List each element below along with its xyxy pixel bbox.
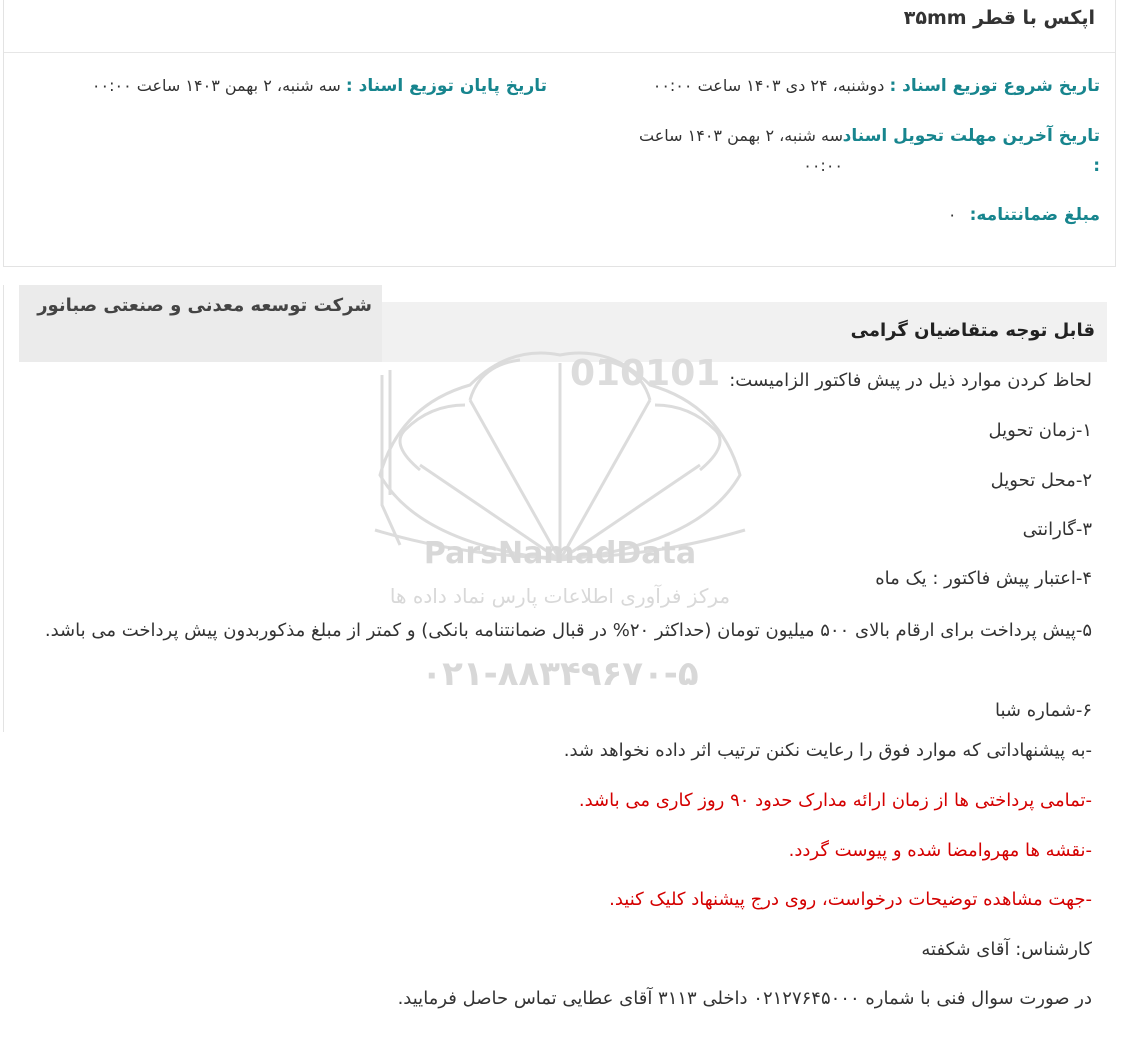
guarantee-row — [948, 205, 1100, 225]
deadline-value-row — [639, 126, 843, 145]
contact-info: در صورت سوال فنی با شماره ۰۲۱۲۷۶۴۵۰۰۰ داخلی ۳۱۱۳ آقای عطایی تماس حاصل فرمایید. — [397, 988, 1092, 1009]
notice-note-3: -نقشه ها مهروامضا شده و پیوست گردد. — [788, 840, 1092, 861]
tender-info-panel — [3, 0, 1116, 267]
watermark-phone: ۰۲۱-۸۸۳۴۹۶۷۰-۵ — [421, 654, 699, 694]
notice-item-4: ۴-اعتبار پیش فاکتور : یک ماه — [875, 568, 1092, 589]
deadline-colon-row — [1093, 156, 1100, 176]
deadline-label: تاریخ آخرین مهلت تحویل اسناد — [842, 126, 1100, 146]
guarantee-label: مبلغ ضمانتنامه: — [969, 205, 1100, 225]
end-date-value: سه شنبه، ۲ بهمن ۱۴۰۳ ساعت ۰۰:۰۰ — [91, 76, 341, 95]
notice-note-2: -تمامی پرداختی ها از زمان ارائه مدارک حدود ۹۰ روز کاری می باشد. — [578, 790, 1092, 811]
company-box — [19, 285, 382, 362]
end-date-row — [92, 76, 547, 96]
notice-item-3: ۳-گارانتی — [1022, 519, 1092, 540]
start-date-value: دوشنبه، ۲۴ دی ۱۴۰۳ ساعت ۰۰:۰۰ — [652, 76, 885, 95]
title-divider — [4, 52, 1115, 53]
start-date-row — [653, 76, 1100, 96]
notice-item-6: ۶-شماره شبا — [995, 700, 1092, 721]
content-left-border — [3, 285, 4, 732]
start-date-label: تاریخ شروع توزیع اسناد : — [889, 76, 1100, 96]
deadline-colon: : — [1093, 156, 1100, 176]
deadline-value-row-2 — [803, 156, 843, 175]
notice-note-4: -جهت مشاهده توضیحات درخواست، روی درج پیشنهاد کلیک کنید. — [609, 889, 1092, 910]
notice-item-1: ۱-زمان تحویل — [988, 420, 1092, 441]
watermark-subtitle: مرکز فرآوری اطلاعات پارس نماد داده ها — [389, 584, 731, 608]
notice-note-1: -به پیشنهاداتی که موارد فوق را رعایت نکنن ترتیب اثر داده نخواهد شد. — [563, 740, 1092, 761]
watermark-digits: 010101 — [570, 353, 721, 394]
expert-name: کارشناس: آقای شکفته — [921, 939, 1092, 960]
notice-intro: لحاظ کردن موارد ذیل در پیش فاکتور الزامیست: — [729, 370, 1092, 391]
notice-item-5: ۵-پیش پرداخت برای ارقام بالای ۵۰۰ میلیون تومان (حداکثر ۲۰% در قبال ضمانتنامه بانکی) و کمتر از مبلغ مذکوربدون پیش پرداخت می باشد. — [44, 620, 1092, 641]
watermark-brand: ParsNamadData — [423, 536, 697, 571]
deadline-label-row — [843, 126, 1100, 146]
notice-heading: قابل توجه متقاضیان گرامی — [850, 320, 1095, 341]
company-name: شرکت توسعه معدنی و صنعتی صبانور — [37, 295, 372, 316]
end-date-label: تاریخ پایان توزیع اسناد : — [345, 76, 547, 96]
deadline-value-line1: سه شنبه، ۲ بهمن ۱۴۰۳ ساعت — [639, 126, 843, 145]
guarantee-value: ۰ — [947, 205, 957, 224]
tender-title: اپکس با قطر ۳۵mm — [903, 7, 1095, 29]
deadline-value-line2: ۰۰:۰۰ — [803, 156, 843, 175]
notice-item-2: ۲-محل تحویل — [990, 470, 1092, 491]
